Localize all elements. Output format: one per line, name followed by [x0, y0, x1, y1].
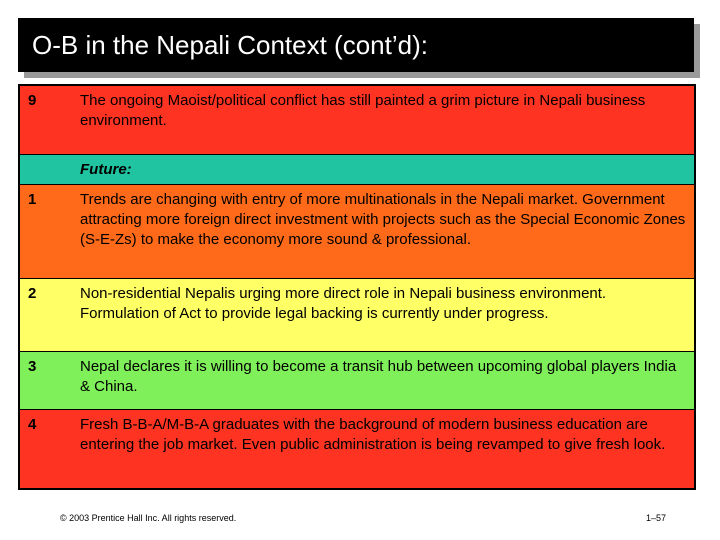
- row-number: 9: [28, 92, 37, 109]
- row-text: Non-residential Nepalis urging more direct role in Nepali business environment. Formulation of Act to provide legal backing is currently under progress.: [80, 285, 607, 322]
- row-number: 2: [28, 285, 37, 302]
- table-row: [20, 278, 694, 351]
- table-row: [20, 184, 694, 278]
- table-row: [20, 154, 694, 184]
- row-text: Fresh B-B-A/M-B-A graduates with the background of modern business education are entering the job market. Even public administration is being revamped to give fresh look.: [80, 416, 666, 453]
- content-table: [18, 84, 696, 490]
- footer-copyright: © 2003 Prentice Hall Inc. All rights reserved.: [60, 513, 237, 523]
- row-number: 1: [28, 191, 37, 208]
- row-number: 3: [28, 358, 37, 375]
- table-row: [20, 351, 694, 409]
- row-text: Trends are changing with entry of more multinationals in the Nepali market. Government attracting more foreign direct investment with projects such as the Special Economic Zones (S-E-Zs) to make the economy more sound & professional.: [80, 191, 686, 248]
- section-heading-future: Future:: [80, 161, 132, 178]
- row-text: Nepal declares it is willing to become a transit hub between upcoming global players India & China.: [80, 358, 677, 395]
- slide-title: O-B in the Nepali Context (cont’d):: [18, 18, 694, 72]
- row-number: [20, 155, 80, 184]
- row-number: 4: [28, 416, 37, 433]
- footer-page-number: 1–57: [646, 513, 667, 523]
- table-row: [20, 409, 694, 488]
- row-text: The ongoing Maoist/political conflict has still painted a grim picture in Nepali business environment.: [80, 92, 646, 129]
- table-row: [20, 86, 694, 154]
